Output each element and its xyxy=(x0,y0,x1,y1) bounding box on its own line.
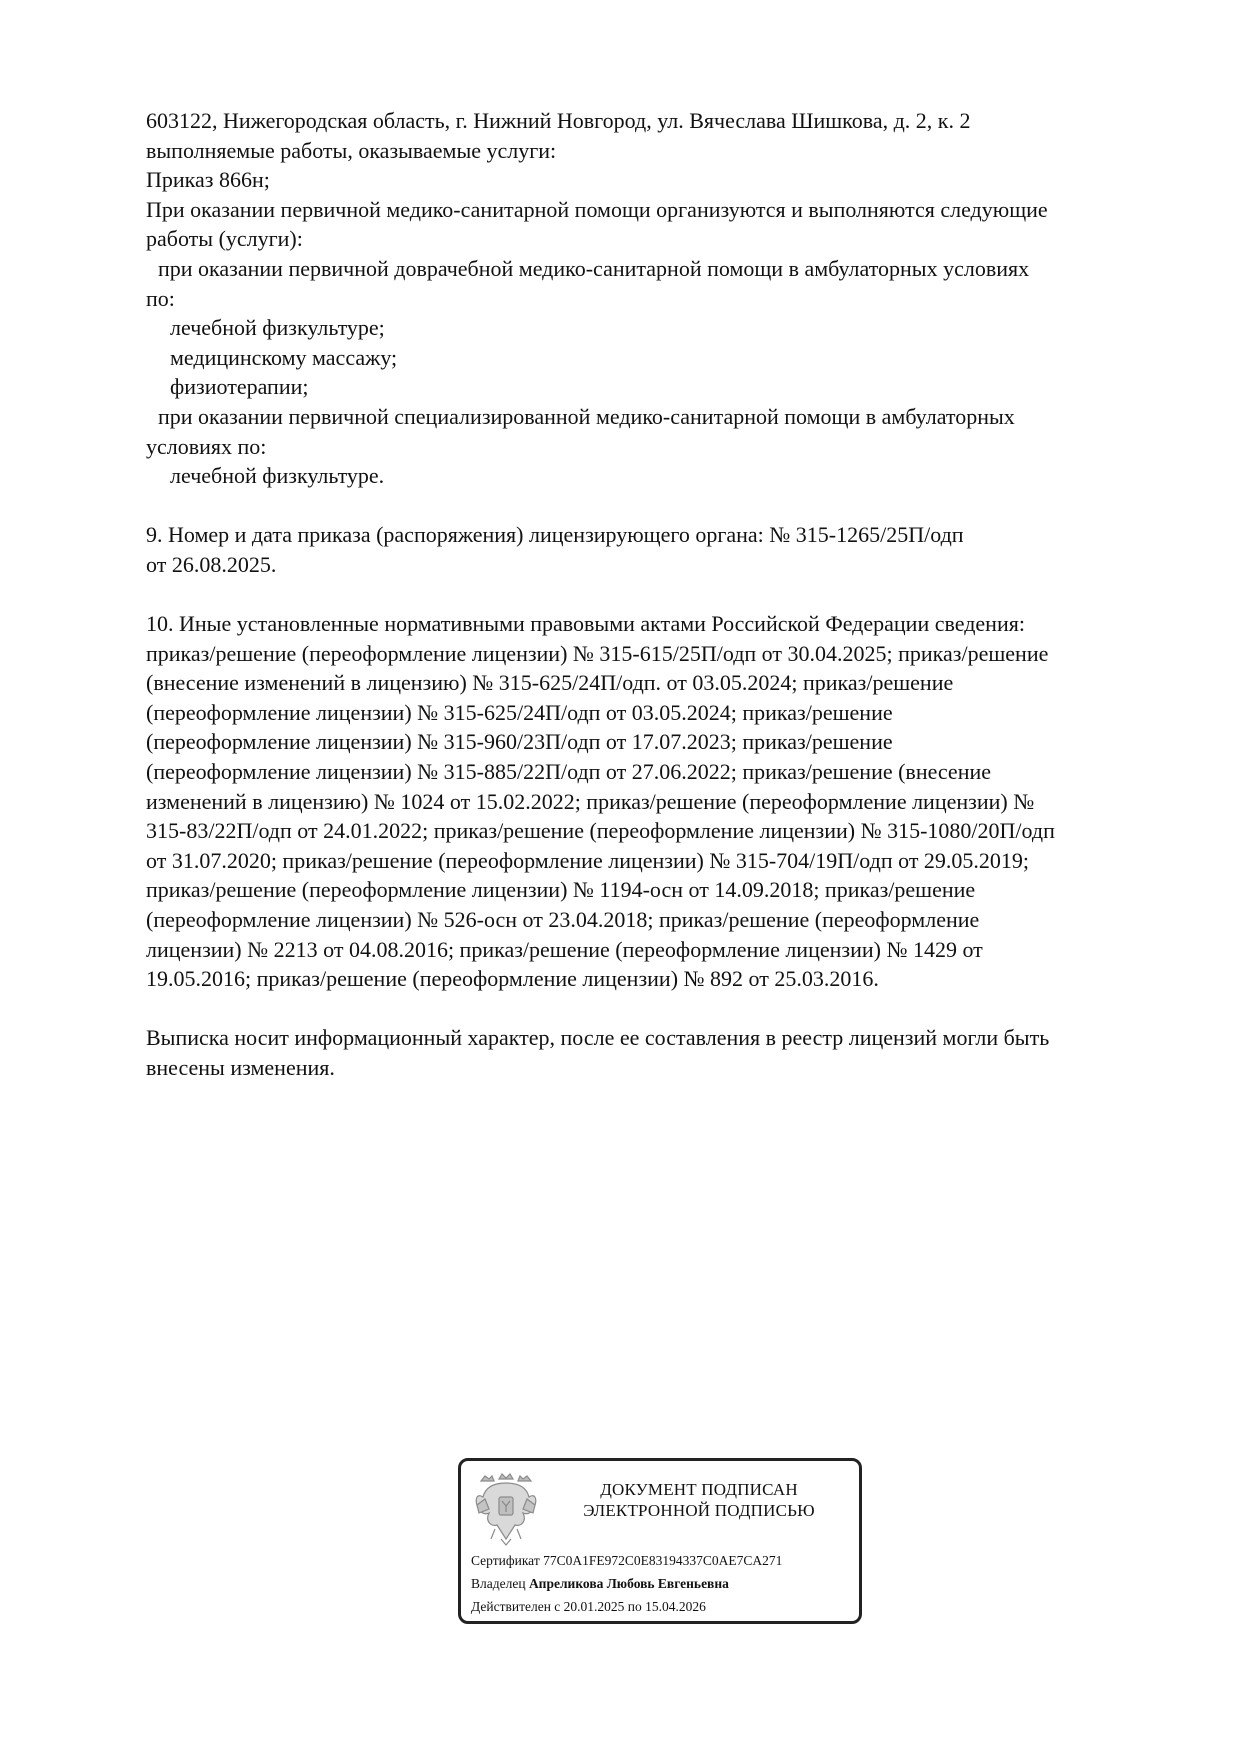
section-10-line: (переоформление лицензии) № 315-885/22П/одп от 27.06.2022; приказ/решение (внесение xyxy=(146,759,992,785)
russian-coat-of-arms-icon xyxy=(471,1469,541,1549)
section-10-line: (переоформление лицензии) № 315-625/24П/одп от 03.05.2024; приказ/решение xyxy=(146,699,893,725)
document-body xyxy=(146,106,1186,1083)
section-10-line: 19.05.2016; приказ/решение (переоформление лицензии) № 892 от 25.03.2016. xyxy=(146,966,879,992)
disclaimer-note-cont: внесены изменения. xyxy=(146,1055,335,1080)
certificate-label: Сертификат xyxy=(471,1553,540,1568)
validity-row: Действителен с 20.01.2025 по 15.04.2026 xyxy=(471,1599,706,1614)
section-10-line: лицензии) № 2213 от 04.08.2016; приказ/решение (переоформление лицензии) № 1429 от xyxy=(146,936,983,962)
works-heading: выполняемые работы, оказываемые услуги: xyxy=(146,137,557,163)
section-10-line: (внесение изменений в лицензию) № 315-625/24П/одп. от 03.05.2024; приказ/решение xyxy=(146,670,954,696)
prevrach-heading-cont: по: xyxy=(146,285,175,311)
primary-care-intro-cont: работы (услуги): xyxy=(146,226,303,252)
owner-label: Владелец xyxy=(471,1576,526,1591)
section-10-line: приказ/решение (переоформление лицензии) № 1194-осн от 14.09.2018; приказ/решение xyxy=(146,877,976,903)
owner-name: Апреликова Любовь Евгеньевна xyxy=(528,1576,729,1591)
spacer xyxy=(146,580,1186,610)
prevrach-item: лечебной физкультуре; xyxy=(170,315,385,341)
prevrach-item: медицинскому массажу; xyxy=(170,344,398,370)
spec-item: лечебной физкультуре. xyxy=(170,463,385,489)
section-10-line: от 31.07.2020; приказ/решение (переоформление лицензии) № 315-704/19П/одп от 29.05.2019; xyxy=(146,847,1030,873)
primary-care-intro: При оказании первичной медико-санитарной помощи организуются и выполняются следующие xyxy=(146,196,1048,222)
section-10-line: 315-83/22П/одп от 24.01.2022; приказ/решение (переоформление лицензии) № 315-1080/20П/одп xyxy=(146,818,1055,844)
spacer xyxy=(146,994,1186,1024)
spacer xyxy=(146,491,1186,521)
section-10-line: приказ/решение (переоформление лицензии) № 315-615/25П/одп от 30.04.2025; приказ/решение xyxy=(146,640,1049,666)
section-10-line: изменений в лицензию) № 1024 от 15.02.2022; приказ/решение (переоформление лицензии) № xyxy=(146,788,1035,814)
disclaimer-note: Выписка носит информационный характер, после ее составления в реестр лицензий могли быть xyxy=(146,1025,1050,1051)
prevrach-heading: при оказании первичной доврачебной медико-санитарной помощи в амбулаторных условиях xyxy=(158,255,1030,281)
owner-row xyxy=(471,1572,861,1595)
electronic-signature-stamp xyxy=(458,1458,862,1624)
spec-heading-cont: условиях по: xyxy=(146,433,267,459)
spec-heading: при оказании первичной специализированной медико-санитарной помощи в амбулаторных xyxy=(158,403,1015,429)
section-9-cont: от 26.08.2025. xyxy=(146,551,277,577)
stamp-title xyxy=(549,1479,849,1521)
stamp-title-line: ЭЛЕКТРОННОЙ ПОДПИСЬЮ xyxy=(583,1501,815,1520)
section-9: 9. Номер и дата приказа (распоряжения) лицензирующего органа: № 315-1265/25П/одп xyxy=(146,522,964,548)
section-10-line: (переоформление лицензии) № 315-960/23П/одп от 17.07.2023; приказ/решение xyxy=(146,729,893,755)
order-866n: Приказ 866н; xyxy=(146,167,270,193)
certificate-row xyxy=(471,1549,861,1572)
stamp-details xyxy=(471,1549,861,1618)
section-10-heading: 10. Иные установленные нормативными правовыми актами Российской Федерации сведения: xyxy=(146,611,1025,637)
address-line: 603122, Нижегородская область, г. Нижний Новгород, ул. Вячеслава Шишкова, д. 2, к. 2 xyxy=(146,108,971,133)
certificate-value: 77C0A1FE972C0E83194337C0AE7CA271 xyxy=(543,1553,783,1568)
stamp-title-line: ДОКУМЕНТ ПОДПИСАН xyxy=(600,1480,798,1499)
prevrach-item: физиотерапии; xyxy=(170,374,309,400)
section-10-line: (переоформление лицензии) № 526-осн от 23.04.2018; приказ/решение (переоформление xyxy=(146,907,980,933)
